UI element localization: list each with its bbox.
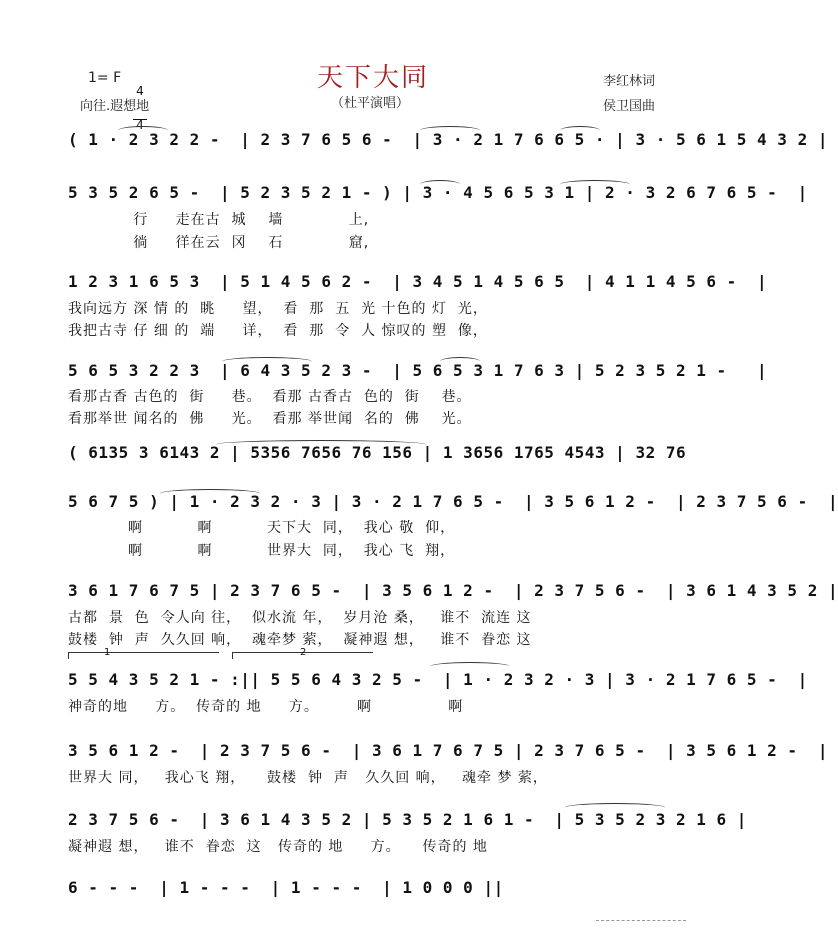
song-subtitle: （杜平演唱） [331, 96, 410, 111]
lyric-row-6b: 啊 啊 世界大 同， 我心 飞 翔， [68, 543, 456, 559]
volta-second-number: 2 [300, 647, 307, 658]
lyric-row-9a: 世界大 同， 我心飞 翔， 鼓楼 钟 声 久久回 响， 魂牵 梦 萦， [68, 770, 548, 786]
slur [565, 803, 665, 812]
lyricist: 李红林词 [603, 74, 656, 89]
song-title: 天下大同 [316, 63, 429, 93]
notation-row-1: ( 1 · 2 3 2 2 - | 2 3 7 6 5 6 - | 3 · 2 1 7 6 6 5 · | 3 · 5 6 1 5 4 3 2 | [68, 130, 828, 149]
notation-row-5: ( 6135 3 6143 2 | 5356 7656 76 156 | 1 3656 1765 4543 | 32 76 [68, 443, 687, 462]
slur [118, 126, 168, 135]
lyric-row-2b: 徜 徉在云 冈 石 窟, [68, 235, 370, 251]
slur [560, 126, 600, 135]
notation-row-6: 5 6 7 5 ) | 1 · 2 3 2 · 3 | 3 · 2 1 7 6 5 - | 3 5 6 1 2 - | 2 3 7 5 6 - | [68, 492, 838, 511]
lyric-row-2a: 行 走在古 城 墙 上, [68, 212, 370, 228]
notation-row-7: 3 6 1 7 6 7 5 | 2 3 7 6 5 - | 3 5 6 1 2 - | 2 3 7 5 6 - | 3 6 1 4 3 5 2 | [68, 581, 838, 600]
composer: 侯卫国曲 [603, 99, 656, 114]
lyric-row-8a: 神奇的地 方。 传奇的 地 方。 啊 啊 [68, 699, 464, 715]
notation-row-2: 5 3 5 2 6 5 - | 5 2 3 5 2 1 - ) | 3 · 4 5 6 5 3 1 | 2 · 3 2 6 7 6 5 - | [68, 183, 808, 202]
lyric-row-3a: 我向远方 深 情 的 眺 望， 看 那 五 光 十色的 灯 光， [68, 301, 488, 317]
tempo-marking: 向往.遐想地 [80, 99, 150, 114]
slur [420, 180, 460, 189]
slur [420, 126, 480, 135]
lyric-row-4b: 看那举世 闻名的 佛 光。 看那 举世闻 名的 佛 光。 [68, 411, 472, 427]
lyric-row-6a: 啊 啊 天下大 同， 我心 敬 仰， [68, 520, 456, 536]
slur [440, 357, 480, 366]
notation-row-9: 3 5 6 1 2 - | 2 3 7 5 6 - | 3 6 1 7 6 7 5 | 2 3 7 6 5 - | 3 5 6 1 2 - | [68, 741, 828, 760]
lyric-row-3b: 我把古寺 仔 细 的 端 详， 看 那 令 人 惊叹的 塑 像， [68, 323, 488, 339]
key-signature: 1= F [88, 70, 122, 86]
slur [430, 662, 510, 671]
volta-first-number: 1 [104, 647, 111, 658]
time-signature-top: 4 [136, 84, 144, 98]
notation-row-3: 1 2 3 1 6 5 3 | 5 1 4 5 6 2 - | 3 4 5 1 4 5 6 5 | 4 1 1 4 5 6 - | [68, 272, 768, 291]
slur [160, 489, 260, 498]
watermark-stamp [596, 920, 686, 933]
notation-row-11: 6 - - - | 1 - - - | 1 - - - | 1 0 0 0 || [68, 878, 504, 897]
notation-row-4: 5 6 5 3 2 2 3 | 6 4 3 5 2 3 - | 5 6 5 3 1 7 6 3 | 5 2 3 5 2 1 - | [68, 361, 768, 380]
lyric-row-7a: 古都 景 色 令人向 往， 似水流 年， 岁月沧 桑， 谁不 流连 这 [68, 610, 532, 626]
lyric-row-7b: 鼓楼 钟 声 久久回 响， 魂牵梦 萦， 凝神遐 想， 谁不 眷恋 这 [68, 632, 532, 648]
slur [216, 440, 426, 449]
slur [560, 180, 630, 189]
time-signature-bottom: 4 [133, 119, 147, 131]
lyric-row-10a: 凝神遐 想， 谁不 眷恋 这 传奇的 地 方。 传奇的 地 [68, 839, 488, 855]
notation-row-8: 5 5 4 3 5 2 1 - :|| 5 5 6 4 3 2 5 - | 1 · 2 3 2 · 3 | 3 · 2 1 7 6 5 - | [68, 670, 808, 689]
lyric-row-4a: 看那古香 古色的 街 巷。 看那 古香古 色的 街 巷。 [68, 389, 472, 405]
slur [222, 357, 312, 366]
notation-row-10: 2 3 7 5 6 - | 3 6 1 4 3 5 2 | 5 3 5 2 1 6 1 - | 5 3 5 2 3 2 1 6 | [68, 810, 747, 829]
volta-first-bracket [68, 652, 219, 659]
